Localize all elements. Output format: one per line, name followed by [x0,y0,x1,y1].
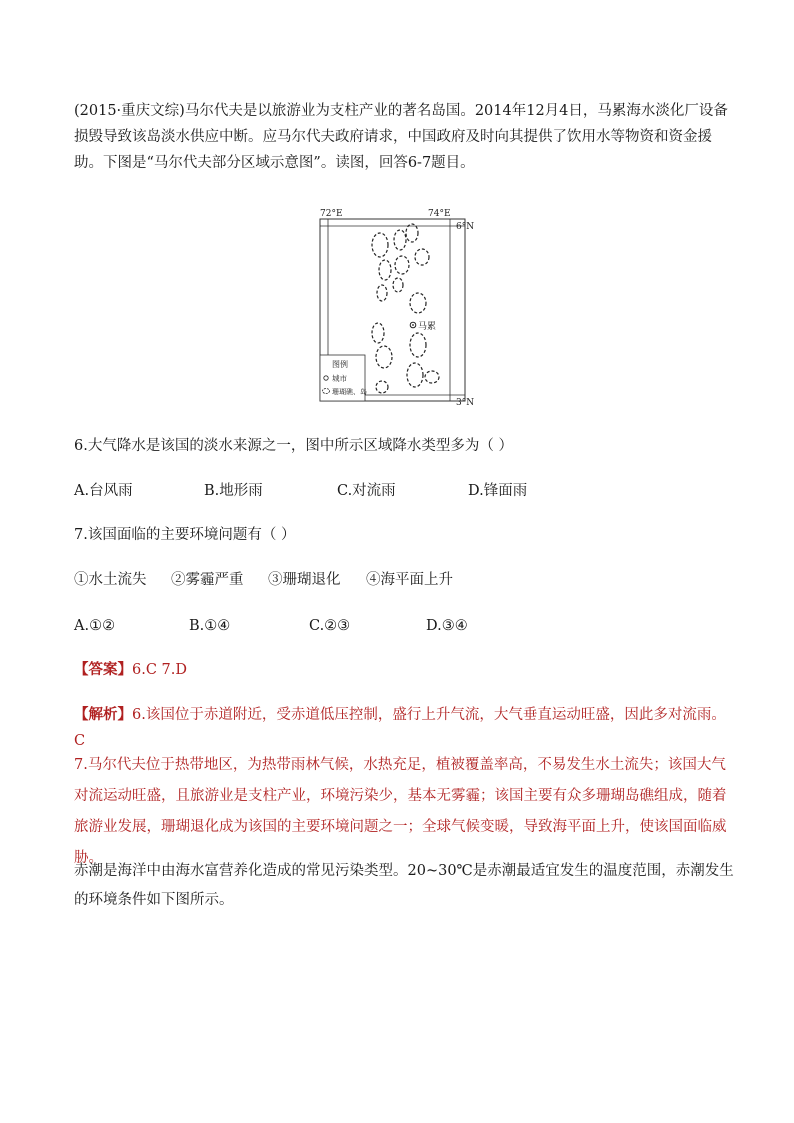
maldives-region-map [310,205,480,410]
q7-item-4: ④海平面上升 [366,572,453,588]
q6-stem: 6.大气降水是该国的淡水来源之一，图中所示区域降水类型多为（ ） [74,438,513,454]
q7-option-b[interactable]: B.①④ [189,618,231,634]
lon-left-label: 72°E [320,209,343,219]
q7-option-a[interactable]: A.①② [74,618,116,634]
atoll [372,323,384,343]
atoll [377,285,387,301]
q7-option-d[interactable]: D.③④ [426,618,468,634]
q7-item-2: ②雾霾严重 [171,572,244,588]
answer-label: 【答案】 [74,661,132,678]
city-male-label: 马累 [418,322,437,332]
q6-option-d[interactable]: D.锋面雨 [468,483,528,499]
q7-option-c[interactable]: C.②③ [309,618,351,634]
atoll [415,249,429,265]
q6-option-a[interactable]: A.台风雨 [74,483,133,499]
atoll [410,333,426,357]
atoll [406,224,418,242]
legend-title: 图例 [332,360,348,369]
atoll [425,371,439,383]
atoll [376,346,392,368]
analysis-text-1: 6.该国位于赤道附近，受赤道低压控制，盛行上升气流，大气垂直运动旺盛，因此多对流雨。C [74,707,726,749]
q6-option-c[interactable]: C.对流雨 [337,483,396,499]
atoll [407,363,423,387]
q7-item-1: ①水土流失 [74,572,147,588]
atoll [376,381,388,393]
analysis-paragraph-2: 7.马尔代夫位于热带地区，为热带雨林气候，水热充足，植被覆盖率高，不易发生水土流失；该国大气对流运动旺盛，且旅游业是支柱产业，环境污染少，基本无雾霾；该国主要有众多珊瑚岛礁组成，随着旅游业发展，珊瑚退化成为该国的主要环境问题之一；全球气候变暖，导致海平面上升，使该国面临威胁。 [74,757,727,866]
atoll [410,293,426,313]
atoll [395,256,409,274]
lat-bottom-label: 3°N [456,398,475,408]
answer-text: 6.C 7.D [132,662,187,678]
atoll [394,230,406,250]
answer-line [74,660,187,680]
lat-top-label: 6°N [456,222,475,232]
atoll [372,233,388,257]
atoll [393,278,403,292]
analysis-paragraph-1 [74,702,734,754]
next-intro-paragraph: 赤潮是海洋中由海水富营养化造成的常见污染类型。20~30℃是赤潮最适宜发生的温度范围，赤潮发生的环境条件如下图所示。 [74,863,734,908]
q6-option-b[interactable]: B.地形雨 [204,483,263,499]
lon-right-label: 74°E [428,209,451,219]
intro-paragraph: (2015·重庆文综)马尔代夫是以旅游业为支柱产业的著名岛国。2014年12月4日，马累海水淡化厂设备损毁导致该岛淡水供应中断。应马尔代夫政府请求，中国政府及时向其提供了饮用水等物资和资金援助。下图是“马尔代夫部分区域示意图”。读图，回答6-7题目。 [74,103,728,171]
atoll [379,260,391,280]
analysis-label: 【解析】 [74,706,132,723]
q7-item-3: ③珊瑚退化 [268,572,341,588]
legend-city-label: 城市 [332,374,347,383]
q7-stem: 7.该国面临的主要环境问题有（ ） [74,527,296,543]
legend-reef-label: 珊瑚礁、岛 [332,388,367,396]
